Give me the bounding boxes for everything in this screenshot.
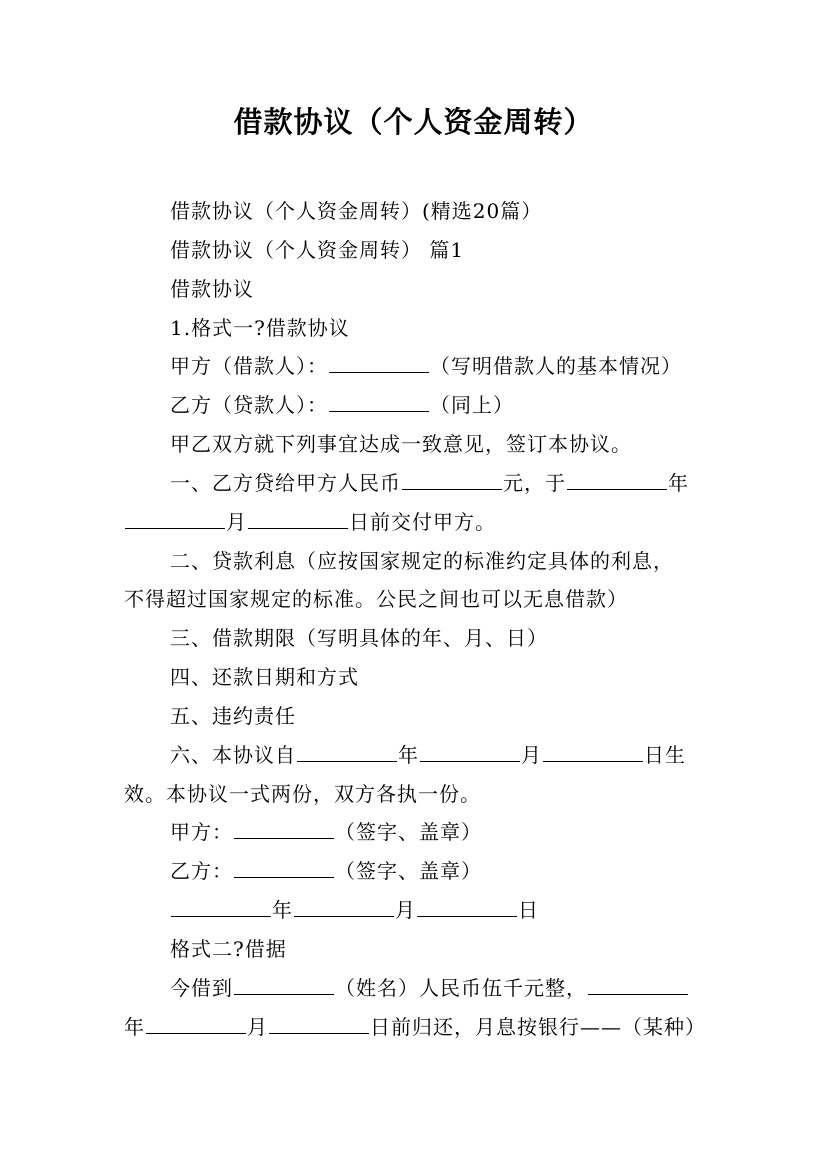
paragraph-line — [124, 1012, 706, 1042]
blank-field — [329, 391, 429, 412]
section-heading — [170, 235, 464, 265]
blank-field — [171, 896, 271, 917]
blank-field — [234, 857, 334, 878]
text: 不得超过国家规定的标准。公民之间也可以无息借款） — [124, 587, 628, 611]
text: 一、乙方贷给甲方人民币 — [170, 471, 401, 495]
party-a-line — [170, 351, 682, 381]
text: 1.格式一?借款协议 — [170, 316, 350, 340]
blank-field — [269, 1013, 369, 1034]
clause-line — [170, 740, 686, 770]
text: 二、贷款利息（应按国家规定的标准约定具体的利息， — [170, 549, 674, 573]
paragraph-line — [170, 313, 350, 343]
clause-line — [170, 623, 548, 653]
blank-field — [234, 974, 334, 995]
blank-field — [567, 469, 667, 490]
blank-field — [146, 1013, 246, 1034]
text: （签字、盖章） — [335, 859, 482, 883]
blank-field — [297, 741, 397, 762]
section-heading — [170, 934, 287, 964]
text: 元，于 — [503, 471, 566, 495]
blank-field — [248, 508, 348, 529]
text: 日前交付甲方。 — [349, 510, 496, 534]
document-title: 借款协议（个人资金周转） — [233, 105, 594, 139]
paragraph-line — [170, 274, 254, 304]
text: 日 — [518, 898, 539, 922]
clause-line — [124, 507, 496, 537]
text: 借款协议 — [170, 277, 254, 301]
signature-line-a — [170, 817, 482, 847]
text: 六、本协议自 — [170, 743, 296, 767]
blank-field — [125, 508, 225, 529]
blank-field — [417, 896, 517, 917]
clause-line — [170, 662, 359, 692]
text: 日前归还，月息按银行——（某种） — [370, 1015, 706, 1039]
text: 借款协议（个人资金周转）(精选20篇） — [170, 199, 543, 223]
text: 格式二?借据 — [170, 937, 287, 961]
blank-field — [402, 469, 502, 490]
text: 年 — [398, 743, 419, 767]
text: 乙方（贷款人）： — [170, 393, 328, 417]
blank-field — [543, 741, 643, 762]
clause-line — [124, 779, 481, 809]
text: （写明借款人的基本情况） — [430, 354, 682, 378]
clause-line — [170, 468, 689, 498]
clause-line — [170, 701, 296, 731]
text: 月 — [247, 1015, 268, 1039]
text: 甲乙双方就下列事宜达成一致意见，签订本协议。 — [170, 432, 632, 456]
text: 月 — [226, 510, 247, 534]
text: 今借到 — [170, 976, 233, 1000]
blank-field — [329, 352, 429, 373]
party-b-line — [170, 390, 514, 420]
text: 五、违约责任 — [170, 704, 296, 728]
signature-line-b — [170, 856, 482, 886]
text: （姓名）人民币伍千元整， — [335, 976, 587, 1000]
text: 效。本协议一式两份，双方各执一份。 — [124, 782, 481, 806]
text: （同上） — [430, 393, 514, 417]
text: 年 — [124, 1015, 145, 1039]
text: 借款协议（个人资金周转） 篇1 — [170, 238, 465, 262]
text: 三、借款期限（写明具体的年、月、日） — [170, 626, 548, 650]
text: 乙方： — [170, 859, 233, 883]
text: 甲方（借款人）： — [170, 354, 328, 378]
text: 四、还款日期和方式 — [170, 665, 359, 689]
clause-line — [170, 546, 674, 576]
blank-field — [294, 896, 394, 917]
text: 年 — [272, 898, 293, 922]
text: 日生 — [644, 743, 686, 767]
date-line — [170, 895, 539, 925]
text: 年 — [668, 471, 689, 495]
blank-field — [420, 741, 520, 762]
text: 甲方： — [170, 820, 233, 844]
clause-line — [124, 584, 628, 614]
text: （签字、盖章） — [335, 820, 482, 844]
blank-field — [234, 818, 334, 839]
paragraph-line — [170, 973, 689, 1003]
blank-field — [588, 974, 688, 995]
text: 月 — [521, 743, 542, 767]
paragraph-line — [170, 429, 632, 459]
text: 月 — [395, 898, 416, 922]
subtitle-line — [170, 196, 542, 226]
